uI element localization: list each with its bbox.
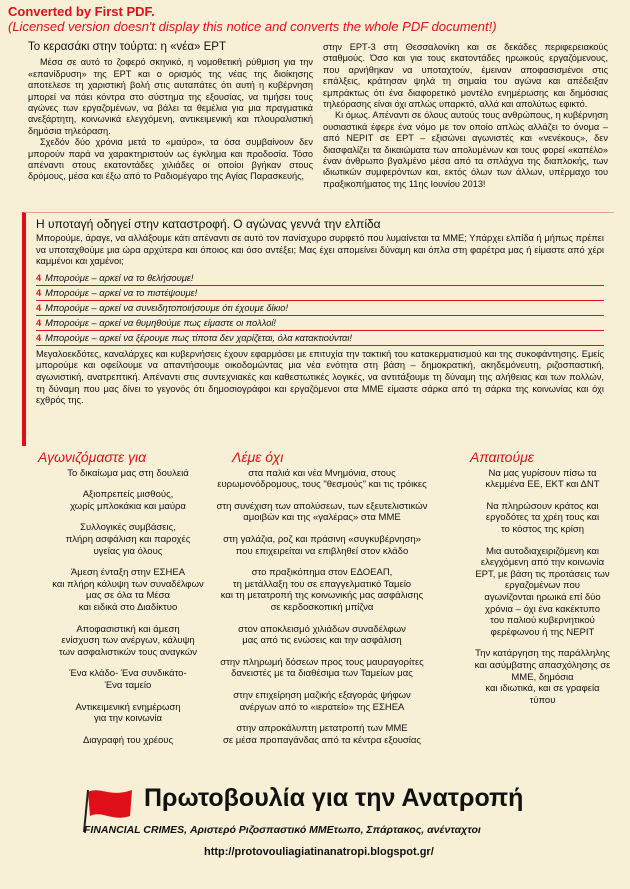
slogan-marker: 4 — [36, 332, 42, 343]
demand-item: στα παλιά και νέα Μνημόνια, στους ευρωμονόδρομους, τους "θεσμούς" και τις τρόικες — [217, 467, 427, 491]
article-section — [28, 42, 608, 190]
conversion-notice — [8, 4, 497, 34]
slogan-text: Μπορούμε – αρκεί να ξέρουμε πως τίποτα δεν χαρίζεται, όλα κατακτιούνται! — [45, 332, 353, 343]
website-link[interactable]: http://protovouliagiatinanatropi.blogspot.gr/ — [204, 846, 434, 858]
demand-item: στη συνέχιση των απολύσεων, των εξευτελιστικών αμοιβών και της «γαλέρας» στα ΜΜΕ — [216, 500, 428, 524]
column-title: Λέμε όχι — [232, 449, 284, 465]
slogan-text: Μπορούμε – αρκεί να συνειδητοποιήσουμε ότι έχουμε δίκιο! — [45, 302, 289, 313]
demand-item: Αποφασιστική και άμεση ενίσχυση των ανέργων, κάλυψη των ασφαλιστικών τους αναγκών — [58, 623, 198, 658]
slogan-marker: 4 — [36, 317, 42, 328]
organization-name: Πρωτοβουλία για την Ανατροπή — [144, 784, 524, 812]
say-no-column — [212, 449, 432, 756]
slogan-marker: 4 — [36, 272, 42, 283]
notice-line-2: (Licensed version doesn't display this notice and converts the whole PDF document!) — [8, 19, 497, 34]
organization-members: FINANCIAL CRIMES, Αριστερό Ριζοσπαστικό ΜΜΕτωπο, Σπάρτακος, ανένταχτοι — [84, 824, 481, 836]
fight-for-column — [38, 449, 218, 756]
demand-item: Μια αυτοδιαχειριζόμενη και ελεγχόμενη από την κοινωνία ΕΡΤ, με βάση τις προτάσεις των εργαζομένων που αγωνίζονται ηρωικά επί δύο χρόνια – όχι ένα κακέκτυπο του παλιού κυβερνητικού φερέφωνου ή της ΝΕΡΙΤ — [475, 545, 610, 638]
article-column-1 — [28, 42, 313, 190]
demand-item: Αξιοπρεπείς μισθούς, χωρίς μπλοκάκια και μαύρα — [70, 489, 186, 512]
demand-item: Διαγραφή του χρέους — [82, 734, 174, 746]
box-title: Η υποταγή οδηγεί στην καταστροφή. Ο αγώνας γεννά την ελπίδα — [36, 217, 381, 231]
call-to-action-box — [22, 212, 614, 446]
demand-column — [470, 449, 615, 716]
demand-item: στην επιχείρηση μαζικής εξαγοράς ψήφων ανέργων από το «ιερατείο» της ΕΣΗΕΑ — [233, 689, 411, 713]
slogan-marker: 4 — [36, 287, 42, 298]
demand-item: Να πληρώσουν κράτος και εργοδότες τα χρέη τους και το κόστος της κρίση — [485, 500, 600, 535]
article-paragraph: στην ΕΡΤ-3 στη Θεσσαλονίκη και σε δεκάδες περιφερειακούς σταθμούς. Όσο και για τους εκατοντάδες ηρωικούς εργαζόμενους, που αρνήθηκαν να υποταχτούν, έμειναν αποφασισμένοι στις επάλξεις, κράτησαν ψηλά τη σημαία του αγώνα και απέδειξαν εμπράκτως ότι ένα διαφορετικό μοντέλο ενημέρωσης και δημόσιας τηλεόρασης είναι όχι απλώς υπαρκτό, αλλά και απολύτως εφικτό. — [323, 42, 608, 110]
demand-item: Να μας γυρίσουν πίσω τα κλεμμένα ΕΕ, ΕΚΤ και ΔΝΤ — [485, 467, 600, 491]
article-paragraph: Μέσα σε αυτό το ζοφερό σκηνικό, η νομοθετική ρύθμιση για την «επανίδρυση» της ΕΡΤ και ο ορισμός της νέας της διοίκησης αποτελεσε τη χαριστική βολή στις αυταπάτες ότι αυτή η κυβέρνηση μπορεί να πάει κόντρα στο σύστημα της εξουσίας, να τιμήσει τους αγώνες των εργαζομένων, να βάλει τα θεμέλια για μια πραγματικά ανεξάρτητη, κοινωνικά ελεγχόμενη, αντικειμενική και πλουραλιστική δημόσια τηλεόραση. — [28, 57, 313, 136]
demand-item: Το δικαίωμα μας στη δουλειά — [67, 467, 189, 479]
box-intro: Μπορούμε, άραγε, να αλλάξουμε κάτι απέναντι σε αυτό τον πανίσχυρο συρφετό που λυμαίνεται τα ΜΜΕ; Υπάρχει ελπίδα ή μήπως πρέπει να υποταχθούμε μια ώρα αρχύτερα και όποιος και όσο αντέξει; Μας έχει απομείνει δύναμη και όπλα στη φαρέτρα μας ή είμαστε από χέρι καμμένοι και χαμένοι; — [36, 233, 604, 267]
column-title: Αγωνιζόμαστε για — [38, 449, 147, 465]
article-title: Το κερασάκι στην τούρτα: η «νέα» ΕΡΤ — [28, 41, 226, 53]
demand-item: Αντικειμενική ενημέρωση για την κοινωνία — [75, 701, 181, 725]
column-title: Απαιτούμε — [470, 449, 534, 465]
demand-item: στον αποκλεισμό χιλιάδων συναδέλφων μας από τις ενώσεις και την ασφάλιση — [238, 623, 406, 647]
slogan-text: Μπορούμε – αρκεί να το θελήσουμε! — [45, 272, 194, 283]
notice-line-1: Converted by First PDF. — [8, 4, 155, 19]
demand-item: στην απροκάλυπτη μετατροπή των ΜΜΕ σε μέσα προπαγάνδας από τα κέντρα εξουσίας — [223, 723, 421, 746]
slogan-item — [36, 316, 604, 331]
slogan-item — [36, 331, 604, 346]
box-outro: Μεγαλοεκδότες, καναλάρχες και κυβερνήσεις έχουν εφαρμόσει με επιτυχία την τακτική του κατακερματισμού και της συκοφάντησης. Εμείς μπορούμε και οφείλουμε να απαντήσουμε οικοδομώντας μια νέα ενότητα στη βάση – δημοκρατική, ακηδεμόνευτη, ριζοσπαστική, αγωνιστική, ανατρεπτική. Απέναντι στις συντεχνιακές και καθεστωτικές λογικές, να αντιτάξουμε τη δύναμη της αλήθειας και των πολλών, τη δύναμη που μας δίνει το γεγονός ότι δημοσιογράφοι και εργαζόμενοι στα ΜΜΕ είμαστε σάρκα από τη σάρκα της κοινωνίας και όχι εχθρός της. — [36, 348, 604, 406]
demand-item: Ένα κλάδο- Ένα συνδικάτο- Ένα ταμείο — [69, 668, 187, 691]
article-paragraph: Σχεδόν δύο χρόνια μετά το «μαύρο», τα όσα συμβαίνουν δεν μπορούν παρά να χαρακτηριστούν ως έγκλημα και προδοσία. Τόσο απέναντι στους εκατοντάδες χιλιάδες οι οποίοι βγήκαν στους δρόμους, μέσα και έξω από το Ραδιομέγαρο της Αγίας Παρασκευής, — [28, 137, 313, 182]
slogan-item — [36, 301, 604, 316]
slogan-text: Μπορούμε – αρκεί να θυμηθούμε πως είμαστε οι πολλοί! — [45, 317, 277, 328]
demand-item: Συλλογικές συμβάσεις, πλήρη ασφάλιση και παροχές υγείας για όλους — [65, 522, 191, 557]
slogan-marker: 4 — [36, 302, 42, 313]
demand-item: στη γαλάζια, ροζ και πράσινη «συγκυβέρνηση» που επιχειρείται να επιβληθεί στον κλάδο — [223, 533, 421, 557]
slogan-item — [36, 286, 604, 301]
demand-item: στο πραξικόπημα στον ΕΔΟΕΑΠ, τη μετάλλαξη του σε επαγγελματικό Ταμείο και τη μετατροπή της κοινωνικής μας ασφάλισης σε κερδοσκοπική μπίζνα — [220, 567, 424, 613]
slogan-text: Μπορούμε – αρκεί να το πιστέψουμε! — [45, 287, 198, 298]
demand-item: στην πληρωμή δόσεων προς τους μαυραγορίτες δανειστές με τα διαθέσιμα των Ταμείων μας — [220, 656, 424, 680]
article-column-2 — [323, 42, 608, 190]
article-paragraph: Κι όμως. Απέναντι σε όλους αυτούς τους ανθρώπους, η κυβέρνηση ουσιαστικά έφερε ένα νόμο με τον οποίο απλώς αλλάζει το όνομα – από ΝΕΡΙΤ σε ΕΡΤ – εξισώνει αγωνιστές και «νενέκους», δεν διασφαλίζει τα δικαιώματα των απολυμένων και τους φορεί «καπέλο» έναν άνθρωπο βγαλμένο μέσα από τα σπλάχνα της διαπλοκής, των ιδιωτικών συμφερόντων και, εκτός όλων των άλλων, υπέρμαχο του πραξικοπήματος της 11ης Ιουνίου 2013! — [323, 110, 608, 189]
demand-item: Άμεση ένταξη στην ΕΣΗΕΑ και πλήρη κάλυψη των συναδέλφων μας σε όλα τα Μέσα και ειδικά στο Διαδίκτυο — [52, 567, 204, 613]
slogan-item — [36, 271, 604, 286]
slogan-list — [36, 271, 604, 346]
demand-item: Την κατάργηση της παράλληλης και ασύμβατης απασχόλησης σε ΜΜΕ, δημόσια και ιδιωτικά, και σε γραφεία τύπου — [474, 648, 611, 706]
